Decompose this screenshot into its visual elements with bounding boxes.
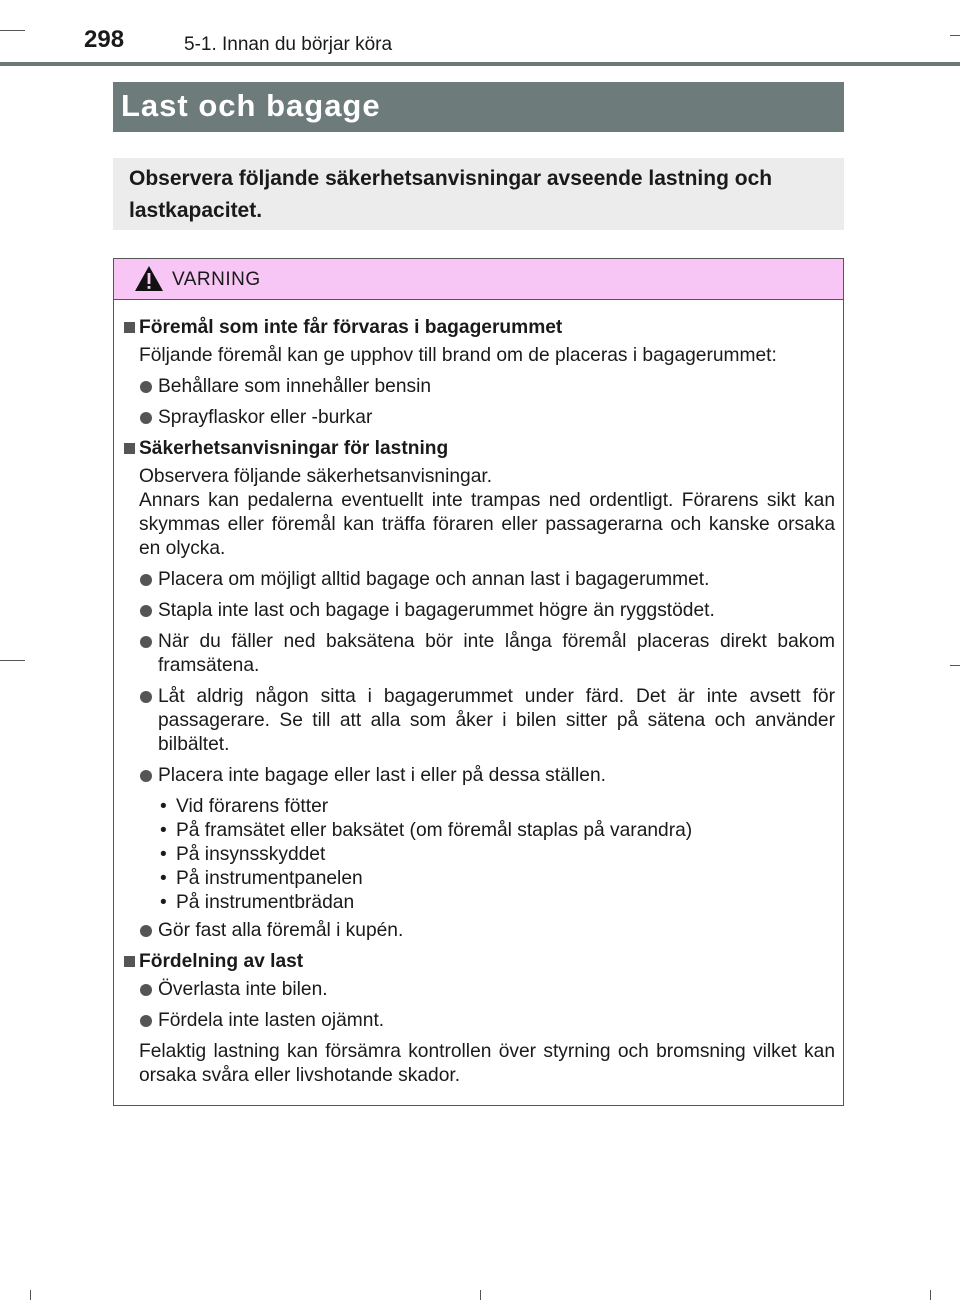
sub-list-item: • På framsätet eller baksätet (om föremål staplas på varandra) <box>158 819 835 843</box>
circle-bullet-icon <box>140 412 152 424</box>
warning-box <box>113 258 844 1106</box>
circle-bullet-icon <box>140 691 152 703</box>
section-heading: Föremål som inte får förvaras i bagagerummet <box>124 316 835 340</box>
header-rule <box>0 62 960 66</box>
circle-bullet-icon <box>140 925 152 937</box>
circle-bullet-icon <box>140 605 152 617</box>
section-heading: Fördelning av last <box>124 950 835 974</box>
circle-bullet-icon <box>140 636 152 648</box>
section-reference: 5-1. Innan du börjar köra <box>184 34 393 55</box>
sub-list <box>124 795 835 915</box>
paragraph: Följande föremål kan ge upphov till brand om de placeras i bagagerummet: <box>139 345 777 366</box>
square-bullet-icon <box>124 956 135 967</box>
page-number: 298 <box>84 26 125 53</box>
paragraph: Felaktig lastning kan försämra kontrollen över styrning och bromsning vilket kan orsaka svåra eller livshotande skador. <box>139 1041 835 1086</box>
circle-bullet-icon <box>140 574 152 586</box>
crop-mark <box>480 1290 481 1300</box>
page-title: Last och bagage <box>121 88 381 123</box>
warning-header <box>114 259 843 300</box>
intro-text: Observera följande säkerhetsanvisningar avseende lastning och lastkapacitet. <box>129 167 773 222</box>
warning-label: VARNING <box>172 269 261 290</box>
circle-bullet-icon <box>140 381 152 393</box>
paragraph: Observera följande säkerhetsanvisningar. <box>139 466 493 487</box>
circle-bullet-icon <box>140 1015 152 1027</box>
crop-mark <box>0 660 25 661</box>
page-header <box>84 26 960 64</box>
bullet-item: Fördela inte lasten ojämnt. <box>124 1009 835 1033</box>
bullet-item: Stapla inte last och bagage i bagagerummet högre än ryggstödet. <box>124 599 835 623</box>
crop-mark <box>930 1290 931 1300</box>
page-title-bar <box>113 82 844 132</box>
bullet-item: Låt aldrig någon sitta i bagagerummet under färd. Det är inte avsett för passagerare. Se till att alla som åker i bilen sitter på sätena och använder bilbältet. <box>124 685 835 757</box>
circle-bullet-icon <box>140 984 152 996</box>
warning-body <box>114 300 843 1088</box>
intro-box <box>113 158 844 230</box>
bullet-item: När du fäller ned baksätena bör inte långa föremål placeras direkt bakom framsätena. <box>124 630 835 678</box>
sub-list-item: • Vid förarens fötter <box>158 795 835 819</box>
sub-list-item: • På instrumentpanelen <box>158 867 835 891</box>
crop-mark <box>0 30 25 31</box>
sub-list-item: • På insynsskyddet <box>158 843 835 867</box>
square-bullet-icon <box>124 443 135 454</box>
bullet-item: Gör fast alla föremål i kupén. <box>124 919 835 943</box>
warning-triangle-icon <box>134 265 164 292</box>
bullet-item: Placera om möjligt alltid bagage och annan last i bagagerummet. <box>124 568 835 592</box>
paragraph: Annars kan pedalerna eventuellt inte trampas ned ordentligt. Förarens sikt kan skymmas eller föremål kan träffa föraren eller passagerarna och kanske orsaka en olycka. <box>139 490 835 559</box>
crop-mark <box>950 665 960 666</box>
bullet-item: Behållare som innehåller bensin <box>124 375 835 399</box>
bullet-item: Sprayflaskor eller -burkar <box>124 406 835 430</box>
bullet-item: Placera inte bagage eller last i eller på dessa ställen. <box>124 764 835 788</box>
crop-mark <box>30 1290 31 1300</box>
section-heading: Säkerhetsanvisningar för lastning <box>124 437 835 461</box>
bullet-item: Överlasta inte bilen. <box>124 978 835 1002</box>
sub-list-item: • På instrumentbrädan <box>158 891 835 915</box>
square-bullet-icon <box>124 322 135 333</box>
circle-bullet-icon <box>140 770 152 782</box>
